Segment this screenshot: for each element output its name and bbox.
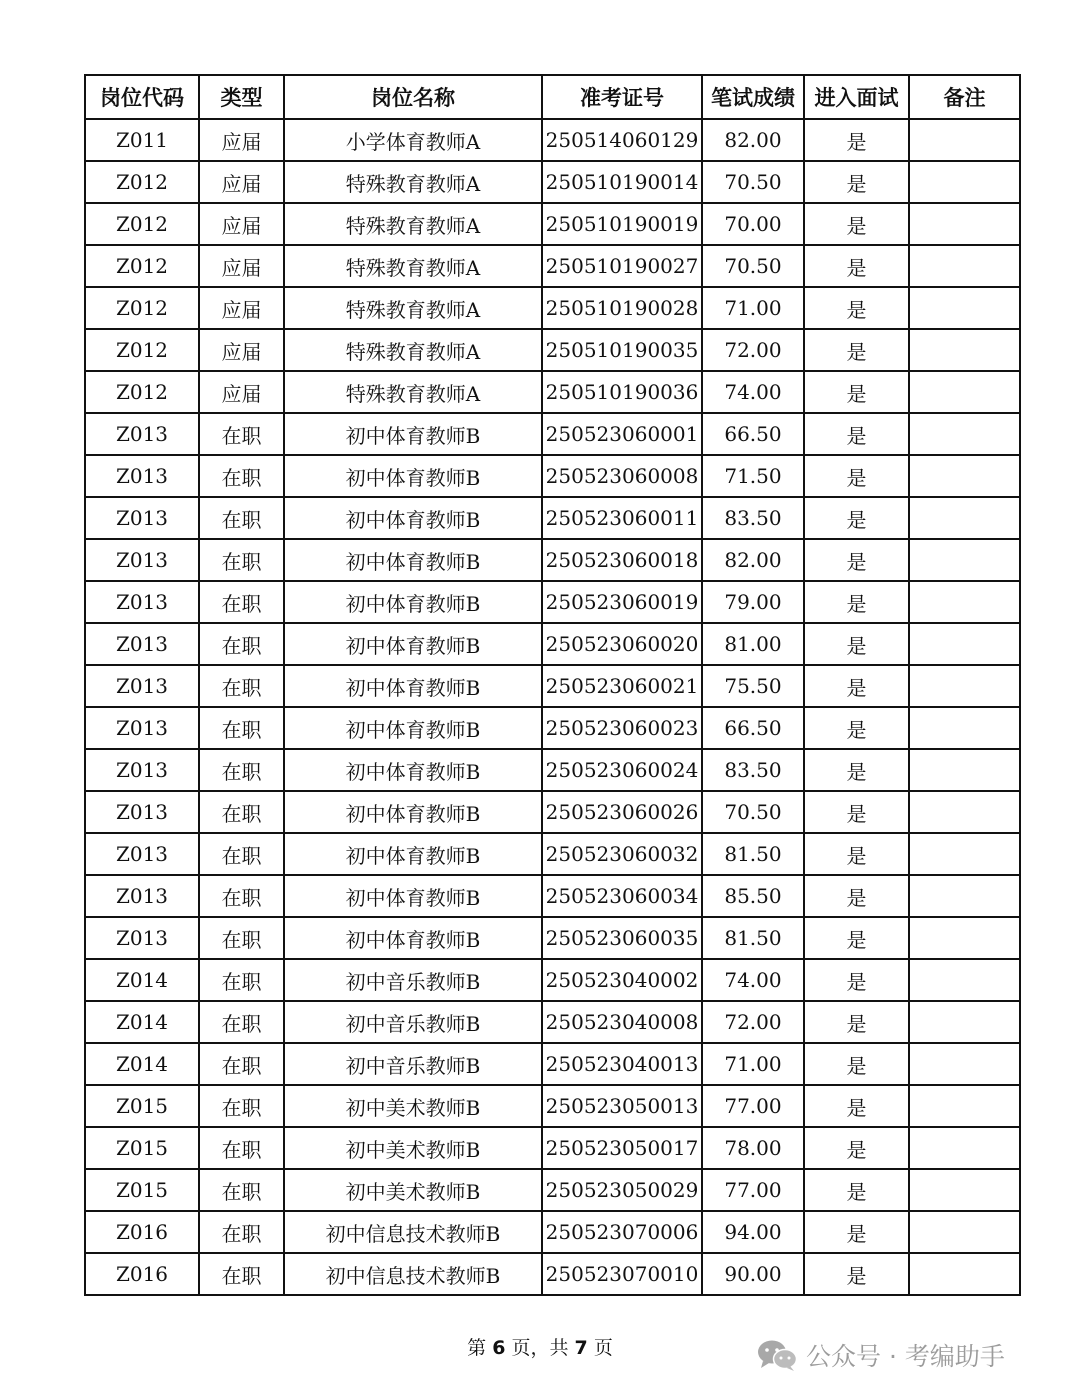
footer-middle: 页，共 (511, 1337, 569, 1359)
cell-ticket-number: 250523040013 (542, 1043, 702, 1085)
cell-ticket-number: 250523060020 (542, 623, 702, 665)
cell-type: 应届 (199, 245, 284, 287)
table-row (85, 1169, 1020, 1211)
cell-ticket-number: 250523040008 (542, 1001, 702, 1043)
cell-remarks (909, 119, 1020, 161)
cell-post-code: Z012 (85, 287, 199, 329)
table-row (85, 119, 1020, 161)
footer-total-pages: 7 (574, 1337, 588, 1359)
cell-post-code: Z012 (85, 203, 199, 245)
cell-interview: 是 (804, 1211, 909, 1253)
cell-written-score: 77.00 (702, 1085, 804, 1127)
cell-type: 应届 (199, 203, 284, 245)
cell-written-score: 70.50 (702, 245, 804, 287)
cell-remarks (909, 497, 1020, 539)
cell-post-name: 初中体育教师B (284, 623, 542, 665)
cell-post-name: 初中音乐教师B (284, 1001, 542, 1043)
table-row (85, 371, 1020, 413)
footer-prefix: 第 (467, 1337, 487, 1359)
cell-type: 应届 (199, 371, 284, 413)
cell-written-score: 81.50 (702, 917, 804, 959)
cell-written-score: 70.00 (702, 203, 804, 245)
cell-written-score: 85.50 (702, 875, 804, 917)
cell-type: 应届 (199, 329, 284, 371)
cell-interview: 是 (804, 581, 909, 623)
table-row (85, 539, 1020, 581)
cell-post-code: Z015 (85, 1127, 199, 1169)
cell-ticket-number: 250523060023 (542, 707, 702, 749)
cell-remarks (909, 875, 1020, 917)
cell-interview: 是 (804, 707, 909, 749)
cell-post-code: Z013 (85, 707, 199, 749)
cell-ticket-number: 250523060008 (542, 455, 702, 497)
cell-remarks (909, 833, 1020, 875)
cell-post-name: 初中信息技术教师B (284, 1211, 542, 1253)
cell-remarks (909, 371, 1020, 413)
cell-ticket-number: 250523060034 (542, 875, 702, 917)
cell-written-score: 72.00 (702, 329, 804, 371)
cell-interview: 是 (804, 1169, 909, 1211)
cell-written-score: 66.50 (702, 707, 804, 749)
cell-type: 在职 (199, 1211, 284, 1253)
cell-remarks (909, 707, 1020, 749)
cell-ticket-number: 250523050029 (542, 1169, 702, 1211)
table-row (85, 1001, 1020, 1043)
footer-current-page: 6 (492, 1337, 506, 1359)
cell-ticket-number: 250523040002 (542, 959, 702, 1001)
cell-post-code: Z013 (85, 497, 199, 539)
cell-interview: 是 (804, 1253, 909, 1295)
cell-interview: 是 (804, 791, 909, 833)
cell-post-name: 特殊教育教师A (284, 287, 542, 329)
cell-interview: 是 (804, 833, 909, 875)
table-row (85, 413, 1020, 455)
cell-written-score: 79.00 (702, 581, 804, 623)
cell-interview: 是 (804, 161, 909, 203)
cell-ticket-number: 250510190035 (542, 329, 702, 371)
cell-type: 在职 (199, 413, 284, 455)
cell-type: 在职 (199, 1085, 284, 1127)
cell-remarks (909, 245, 1020, 287)
cell-ticket-number: 250523060026 (542, 791, 702, 833)
cell-remarks (909, 749, 1020, 791)
cell-post-name: 初中美术教师B (284, 1169, 542, 1211)
cell-type: 在职 (199, 623, 284, 665)
cell-post-code: Z013 (85, 623, 199, 665)
table-row (85, 917, 1020, 959)
cell-post-code: Z012 (85, 329, 199, 371)
cell-ticket-number: 250510190019 (542, 203, 702, 245)
cell-post-code: Z012 (85, 161, 199, 203)
cell-interview: 是 (804, 665, 909, 707)
cell-type: 在职 (199, 1043, 284, 1085)
cell-post-name: 小学体育教师A (284, 119, 542, 161)
cell-written-score: 77.00 (702, 1169, 804, 1211)
header-type: 类型 (199, 75, 284, 119)
table-row (85, 959, 1020, 1001)
cell-type: 在职 (199, 959, 284, 1001)
cell-post-name: 特殊教育教师A (284, 329, 542, 371)
cell-post-code: Z014 (85, 1001, 199, 1043)
cell-written-score: 71.50 (702, 455, 804, 497)
table-row (85, 1085, 1020, 1127)
cell-post-code: Z016 (85, 1211, 199, 1253)
cell-remarks (909, 1211, 1020, 1253)
cell-remarks (909, 161, 1020, 203)
cell-type: 在职 (199, 1253, 284, 1295)
cell-interview: 是 (804, 371, 909, 413)
cell-interview: 是 (804, 917, 909, 959)
cell-remarks (909, 1253, 1020, 1295)
cell-remarks (909, 455, 1020, 497)
cell-interview: 是 (804, 497, 909, 539)
cell-remarks (909, 1043, 1020, 1085)
cell-post-code: Z013 (85, 917, 199, 959)
cell-written-score: 74.00 (702, 371, 804, 413)
cell-interview: 是 (804, 287, 909, 329)
cell-ticket-number: 250523060011 (542, 497, 702, 539)
cell-type: 应届 (199, 287, 284, 329)
header-post-code: 岗位代码 (85, 75, 199, 119)
cell-interview: 是 (804, 623, 909, 665)
cell-written-score: 81.00 (702, 623, 804, 665)
cell-post-name: 初中美术教师B (284, 1085, 542, 1127)
cell-remarks (909, 959, 1020, 1001)
cell-post-name: 初中音乐教师B (284, 959, 542, 1001)
cell-interview: 是 (804, 1001, 909, 1043)
table-row (85, 1043, 1020, 1085)
header-written-score: 笔试成绩 (702, 75, 804, 119)
cell-written-score: 74.00 (702, 959, 804, 1001)
cell-interview: 是 (804, 1127, 909, 1169)
footer-suffix: 页 (593, 1337, 613, 1359)
cell-remarks (909, 1169, 1020, 1211)
cell-type: 在职 (199, 749, 284, 791)
cell-ticket-number: 250523060019 (542, 581, 702, 623)
cell-post-code: Z015 (85, 1085, 199, 1127)
cell-type: 在职 (199, 1169, 284, 1211)
cell-type: 在职 (199, 707, 284, 749)
cell-interview: 是 (804, 1085, 909, 1127)
table-row (85, 161, 1020, 203)
cell-post-code: Z013 (85, 665, 199, 707)
table-row (85, 329, 1020, 371)
cell-ticket-number: 250514060129 (542, 119, 702, 161)
results-table (84, 74, 1021, 1296)
cell-remarks (909, 287, 1020, 329)
cell-type: 在职 (199, 665, 284, 707)
table-row (85, 1253, 1020, 1295)
cell-remarks (909, 413, 1020, 455)
table-row (85, 455, 1020, 497)
cell-remarks (909, 329, 1020, 371)
cell-ticket-number: 250523050013 (542, 1085, 702, 1127)
cell-post-name: 特殊教育教师A (284, 161, 542, 203)
cell-post-name: 初中体育教师B (284, 581, 542, 623)
cell-interview: 是 (804, 749, 909, 791)
table-row (85, 623, 1020, 665)
cell-post-code: Z015 (85, 1169, 199, 1211)
cell-written-score: 71.00 (702, 1043, 804, 1085)
cell-written-score: 82.00 (702, 539, 804, 581)
cell-written-score: 75.50 (702, 665, 804, 707)
cell-post-code: Z013 (85, 413, 199, 455)
table-row (85, 833, 1020, 875)
cell-post-code: Z013 (85, 791, 199, 833)
cell-written-score: 90.00 (702, 1253, 804, 1295)
cell-post-name: 初中信息技术教师B (284, 1253, 542, 1295)
cell-interview: 是 (804, 119, 909, 161)
cell-interview: 是 (804, 329, 909, 371)
cell-post-name: 初中体育教师B (284, 791, 542, 833)
cell-post-code: Z013 (85, 833, 199, 875)
cell-ticket-number: 250523060024 (542, 749, 702, 791)
cell-ticket-number: 250523050017 (542, 1127, 702, 1169)
table-row (85, 203, 1020, 245)
cell-ticket-number: 250523060035 (542, 917, 702, 959)
cell-interview: 是 (804, 413, 909, 455)
cell-type: 在职 (199, 581, 284, 623)
cell-post-code: Z013 (85, 875, 199, 917)
cell-type: 在职 (199, 539, 284, 581)
cell-remarks (909, 1085, 1020, 1127)
cell-ticket-number: 250523070010 (542, 1253, 702, 1295)
cell-interview: 是 (804, 959, 909, 1001)
cell-type: 应届 (199, 119, 284, 161)
cell-post-code: Z013 (85, 749, 199, 791)
cell-ticket-number: 250510190027 (542, 245, 702, 287)
table-row (85, 581, 1020, 623)
cell-written-score: 71.00 (702, 287, 804, 329)
cell-post-name: 初中体育教师B (284, 497, 542, 539)
header-ticket-number: 准考证号 (542, 75, 702, 119)
cell-written-score: 83.50 (702, 497, 804, 539)
cell-post-name: 初中体育教师B (284, 749, 542, 791)
cell-remarks (909, 623, 1020, 665)
cell-interview: 是 (804, 539, 909, 581)
cell-post-code: Z012 (85, 245, 199, 287)
table-row (85, 287, 1020, 329)
table-row (85, 749, 1020, 791)
cell-post-code: Z013 (85, 539, 199, 581)
table-body (85, 119, 1020, 1295)
cell-interview: 是 (804, 875, 909, 917)
cell-post-name: 特殊教育教师A (284, 371, 542, 413)
cell-ticket-number: 250510190036 (542, 371, 702, 413)
table-row (85, 665, 1020, 707)
cell-post-name: 初中体育教师B (284, 917, 542, 959)
cell-remarks (909, 665, 1020, 707)
table-row (85, 245, 1020, 287)
cell-post-code: Z013 (85, 455, 199, 497)
header-post-name: 岗位名称 (284, 75, 542, 119)
cell-post-code: Z012 (85, 371, 199, 413)
cell-type: 在职 (199, 497, 284, 539)
cell-interview: 是 (804, 245, 909, 287)
table-row (85, 791, 1020, 833)
cell-post-name: 特殊教育教师A (284, 245, 542, 287)
table-row (85, 875, 1020, 917)
table-row (85, 707, 1020, 749)
cell-post-name: 初中体育教师B (284, 539, 542, 581)
table-row (85, 1211, 1020, 1253)
cell-written-score: 83.50 (702, 749, 804, 791)
table-header-row (85, 75, 1020, 119)
cell-written-score: 94.00 (702, 1211, 804, 1253)
cell-ticket-number: 250523060021 (542, 665, 702, 707)
header-interview: 进入面试 (804, 75, 909, 119)
cell-type: 在职 (199, 1001, 284, 1043)
cell-written-score: 72.00 (702, 1001, 804, 1043)
cell-ticket-number: 250523060032 (542, 833, 702, 875)
cell-remarks (909, 581, 1020, 623)
cell-written-score: 81.50 (702, 833, 804, 875)
cell-remarks (909, 203, 1020, 245)
cell-remarks (909, 1001, 1020, 1043)
cell-post-code: Z016 (85, 1253, 199, 1295)
cell-ticket-number: 250510190028 (542, 287, 702, 329)
cell-post-code: Z014 (85, 1043, 199, 1085)
cell-ticket-number: 250523060018 (542, 539, 702, 581)
cell-post-name: 初中体育教师B (284, 833, 542, 875)
cell-interview: 是 (804, 455, 909, 497)
watermark (756, 1335, 1005, 1375)
table-row (85, 497, 1020, 539)
cell-written-score: 70.50 (702, 161, 804, 203)
cell-post-name: 初中体育教师B (284, 455, 542, 497)
cell-written-score: 66.50 (702, 413, 804, 455)
cell-post-name: 初中体育教师B (284, 413, 542, 455)
cell-type: 在职 (199, 791, 284, 833)
cell-type: 在职 (199, 455, 284, 497)
cell-post-name: 特殊教育教师A (284, 203, 542, 245)
cell-post-name: 初中体育教师B (284, 875, 542, 917)
cell-post-name: 初中美术教师B (284, 1127, 542, 1169)
cell-post-name: 初中体育教师B (284, 707, 542, 749)
cell-post-name: 初中音乐教师B (284, 1043, 542, 1085)
header-remarks: 备注 (909, 75, 1020, 119)
cell-ticket-number: 250523060001 (542, 413, 702, 455)
cell-ticket-number: 250510190014 (542, 161, 702, 203)
cell-remarks (909, 1127, 1020, 1169)
table-row (85, 1127, 1020, 1169)
cell-remarks (909, 917, 1020, 959)
cell-type: 在职 (199, 875, 284, 917)
cell-post-name: 初中体育教师B (284, 665, 542, 707)
cell-written-score: 78.00 (702, 1127, 804, 1169)
cell-type: 在职 (199, 917, 284, 959)
cell-remarks (909, 539, 1020, 581)
cell-interview: 是 (804, 203, 909, 245)
cell-interview: 是 (804, 1043, 909, 1085)
cell-type: 应届 (199, 161, 284, 203)
cell-remarks (909, 791, 1020, 833)
cell-ticket-number: 250523070006 (542, 1211, 702, 1253)
cell-written-score: 82.00 (702, 119, 804, 161)
cell-post-code: Z011 (85, 119, 199, 161)
cell-post-code: Z013 (85, 581, 199, 623)
cell-type: 在职 (199, 833, 284, 875)
cell-written-score: 70.50 (702, 791, 804, 833)
watermark-text: 公众号 · 考编助手 (806, 1342, 1005, 1371)
cell-type: 在职 (199, 1127, 284, 1169)
cell-post-code: Z014 (85, 959, 199, 1001)
wechat-icon (756, 1338, 798, 1372)
